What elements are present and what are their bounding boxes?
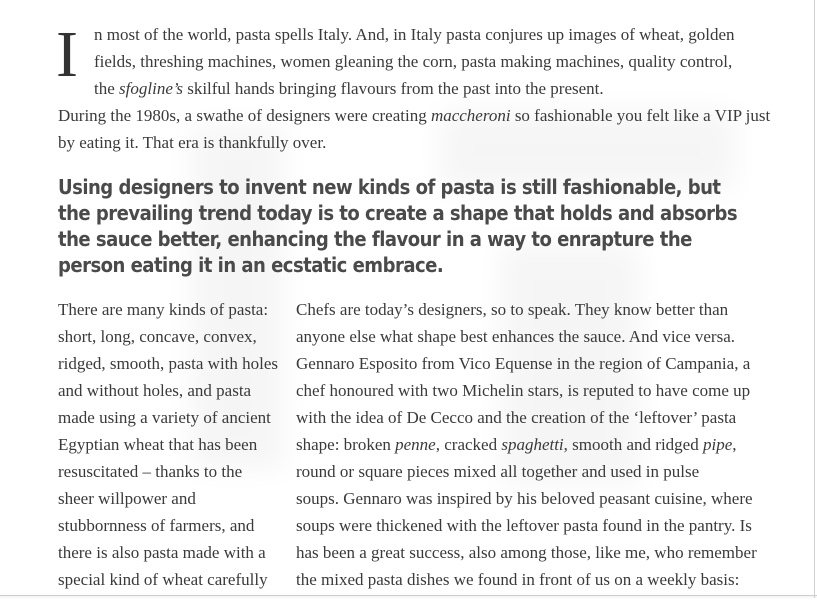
right-column-line: the mixed pasta dishes we found in front of us on a weekly basis: bbox=[296, 570, 740, 589]
body-text: , bbox=[732, 435, 737, 454]
intro-text: the bbox=[94, 79, 120, 98]
italic-term: spaghetti bbox=[501, 435, 564, 454]
left-column-line: sheer willpower and bbox=[58, 489, 196, 508]
intro-line-2: fields, threshing machines, women gleaning the corn, pasta making machines, quality control, bbox=[94, 52, 733, 71]
intro-line-4 bbox=[58, 102, 770, 129]
left-column-line: short, long, concave, convex, bbox=[58, 327, 257, 346]
intro-text: so fashionable you felt like a VIP just bbox=[510, 106, 771, 125]
left-column-line: stubbornness of farmers, and bbox=[58, 516, 255, 535]
left-column-line: and without holes, and pasta bbox=[58, 381, 252, 400]
body-text: , cracked bbox=[435, 435, 502, 454]
page-bottom-edge bbox=[0, 595, 817, 596]
right-column-line: soups. Gennaro was inspired by his beloved peasant cuisine, where bbox=[296, 489, 753, 508]
italic-term: pipe bbox=[702, 435, 733, 454]
left-column-line: ridged, smooth, pasta with holes bbox=[58, 354, 279, 373]
intro-line-3 bbox=[94, 75, 604, 102]
left-column-line: There are many kinds of pasta: bbox=[58, 300, 269, 319]
intro-text: During the 1980s, a swathe of designers were creating bbox=[58, 106, 431, 125]
right-column-line bbox=[296, 431, 737, 458]
left-column-line: special kind of wheat carefully bbox=[58, 570, 268, 589]
left-column-line: made using a variety of ancient bbox=[58, 408, 271, 427]
body-text: shape: broken bbox=[296, 435, 396, 454]
italic-term: maccheroni bbox=[430, 106, 511, 125]
left-column-line: there is also pasta made with a bbox=[58, 543, 266, 562]
pull-quote-headline: Using designers to invent new kinds of pasta is still fashionable, but the prevailing trend today is to create a shape that holds and absorbs the sauce better, enhancing the flavour in a way to enrapture the person eating it in an ecstatic embrace. bbox=[58, 175, 738, 277]
page-right-edge bbox=[814, 0, 815, 598]
left-column-line: Egyptian wheat that has been bbox=[58, 435, 258, 454]
intro-line-5: by eating it. That era is thankfully over. bbox=[58, 133, 327, 152]
right-column-line: soups were thickened with the leftover pasta found in the pantry. Is bbox=[296, 516, 752, 535]
right-column-line: Chefs are today’s designers, so to speak. They know better than bbox=[296, 300, 729, 319]
intro-text: skilful hands bringing flavours from the past into the present. bbox=[182, 79, 604, 98]
intro-line-1: n most of the world, pasta spells Italy. And, in Italy pasta conjures up images of wheat, golden bbox=[94, 25, 735, 44]
right-column-line: round or square pieces mixed all together and used in pulse bbox=[296, 462, 700, 481]
italic-term: sfogline’s bbox=[119, 79, 183, 98]
drop-cap: I bbox=[56, 18, 78, 91]
right-column-line: anyone else what shape best enhances the sauce. And vice versa. bbox=[296, 327, 735, 346]
right-column-line: with the idea of De Cecco and the creation of the ‘leftover’ pasta bbox=[296, 408, 737, 427]
right-column-line: has been a great success, also among those, like me, who remember bbox=[296, 543, 757, 562]
left-column-line: resuscitated – thanks to the bbox=[58, 462, 243, 481]
right-column-line: Gennaro Esposito from Vico Equense in the region of Campania, a bbox=[296, 354, 751, 373]
body-text: , smooth and ridged bbox=[563, 435, 703, 454]
right-column-line: chef honoured with two Michelin stars, is reputed to have come up bbox=[296, 381, 751, 400]
italic-term: penne bbox=[395, 435, 436, 454]
